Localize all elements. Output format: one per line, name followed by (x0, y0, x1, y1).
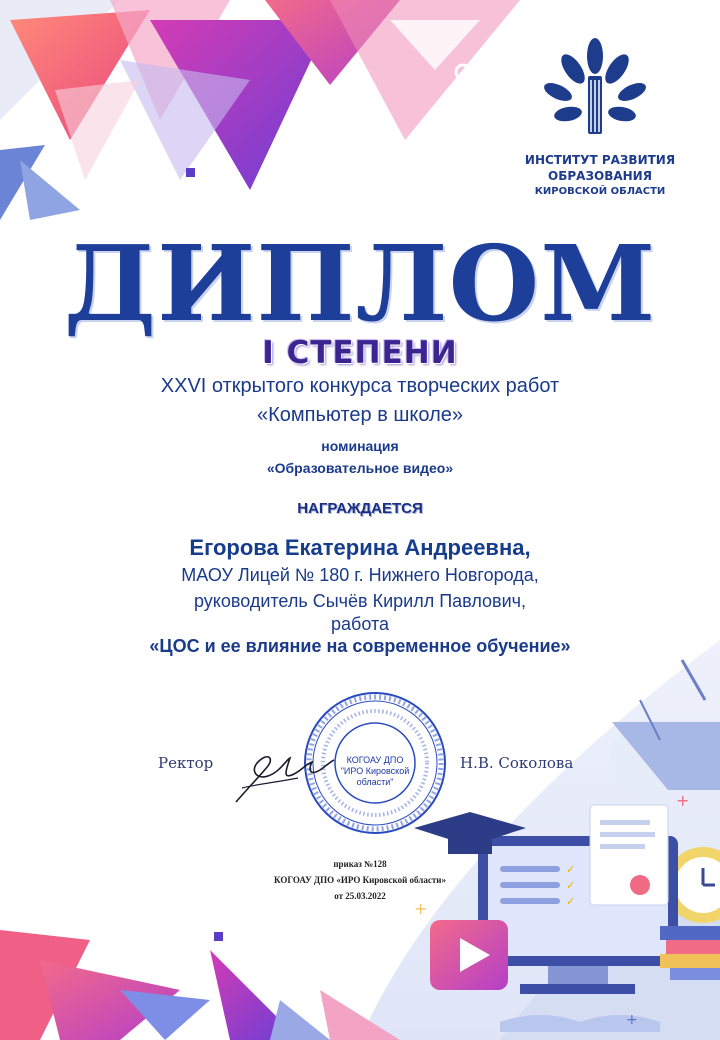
nomination-label: номинация (321, 438, 399, 454)
recipient-supervisor: руководитель Сычёв Кирилл Павлович, (193, 591, 527, 611)
svg-text:+: + (414, 899, 428, 918)
rector-name: Н.В. Соколова (460, 754, 574, 772)
order-number: приказ №128 (333, 859, 387, 869)
logo-line-3: КИРОВСКОЙ ОБЛАСТИ (534, 186, 666, 197)
nomination-value: «Образовательное видео» (266, 460, 454, 476)
svg-text:✓: ✓ (566, 895, 576, 908)
contest-line-1: XXVI открытого конкурса творческих работ (160, 375, 560, 397)
logo-line-1: ИНСТИТУТ РАЗВИТИЯ (524, 153, 676, 167)
seal-line-1: КОГОАУ ДПО (346, 755, 404, 765)
recipient-school: МАОУ Лицей № 180 г. Нижнего Новгорода, (181, 565, 539, 585)
work-title: «ЦОС и ее влияние на современное обучение» (149, 636, 571, 656)
contest-line-2: «Компьютер в школе» (257, 404, 463, 426)
institute-logo-icon (540, 34, 650, 144)
work-label: работа (331, 614, 389, 634)
awarded-label: НАГРАЖДАЕТСЯ (297, 500, 423, 517)
degree-label: I СТЕПЕНИ (262, 335, 458, 371)
svg-text:✓: ✓ (566, 863, 576, 876)
order-date: от 25.03.2022 (334, 891, 386, 901)
logo-line-2: ОБРАЗОВАНИЯ (548, 169, 652, 183)
svg-text:+: + (676, 791, 690, 810)
diploma-title: ДИПЛОМ (63, 222, 657, 345)
handwritten-signature-icon (228, 740, 338, 810)
rector-label: Ректор (158, 754, 214, 772)
svg-text:✓: ✓ (566, 879, 576, 892)
order-issuer: КОГОАУ ДПО «ИРО Кировской области» (274, 875, 446, 885)
recipient-name: Егорова Екатерина Андреевна, (189, 535, 531, 560)
seal-line-3: области" (356, 777, 394, 787)
svg-text:+: + (626, 1012, 638, 1028)
seal-line-2: "ИРО Кировской (340, 766, 410, 776)
